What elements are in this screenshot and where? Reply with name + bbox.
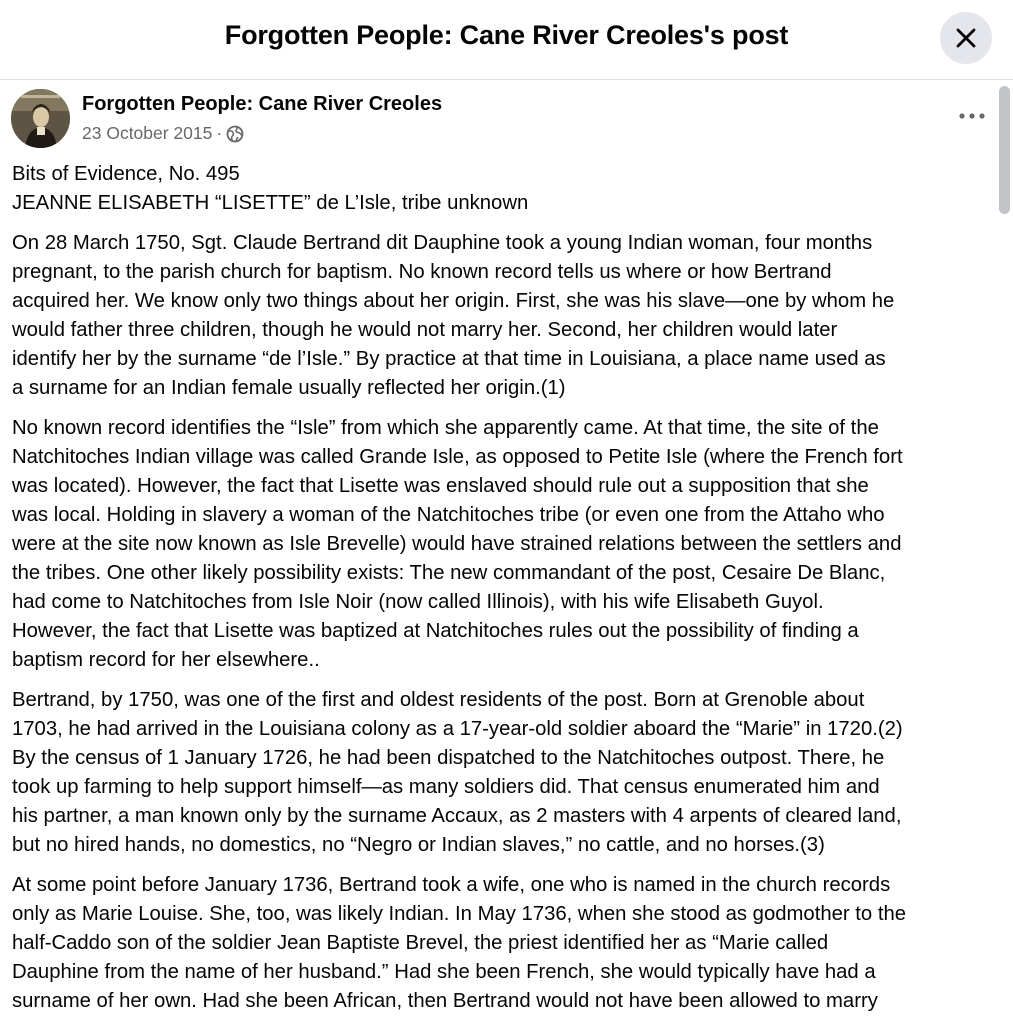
post-text-line: his partner, a man known only by the surname Accaux, as 2 masters with 4 arpents of cleared land, — [12, 805, 902, 827]
more-horizontal-icon — [955, 104, 989, 128]
post-meta — [82, 123, 244, 144]
post-text-line: No known record identifies the “Isle” from which she apparently came. At that time, the site of the — [12, 417, 879, 439]
dialog-title: Forgotten People: Cane River Creoles's post — [224, 20, 789, 50]
post-text-line: only as Marie Louise. She, too, was likely Indian. In May 1736, when she stood as godmother to the — [12, 903, 907, 925]
post-text-line: At some point before January 1736, Bertrand took a wife, one who is named in the church records — [12, 874, 891, 896]
post-text-line: were at the site now known as Isle Brevelle) would have strained relations between the settlers and — [12, 533, 902, 555]
post-text-line: 1703, he had arrived in the Louisiana colony as a 17-year-old soldier aboard the “Marie” in 1720.(2) — [12, 718, 903, 740]
post-text-line: However, the fact that Lisette was baptized at Natchitoches rules out the possibility of finding a — [12, 620, 859, 642]
post-text-line: Dauphine from the name of her husband.” Had she been French, she would typically have had a — [12, 961, 876, 983]
post-paragraph — [12, 160, 996, 218]
page-name[interactable]: Forgotten People: Cane River Creoles — [82, 93, 443, 115]
post-text-line: but no hired hands, no domestics, no “Negro or Indian slaves,” no cattle, and no horses.(3) — [12, 834, 825, 856]
post-content — [0, 80, 996, 1023]
more-options-button[interactable] — [955, 104, 989, 128]
post-body — [12, 160, 996, 1023]
post-text-line: surname of her own. Had she been African, then Bertrand would not have been allowed to marry — [12, 990, 878, 1012]
close-button[interactable] — [940, 12, 992, 64]
post-text-line: Bits of Evidence, No. 495 — [12, 163, 240, 185]
post-text-line: Bertrand, by 1750, was one of the first and oldest residents of the post. Born at Grenoble about — [12, 689, 865, 711]
post-date[interactable]: 23 October 2015 — [82, 123, 213, 143]
scrollbar-thumb[interactable] — [999, 86, 1010, 214]
post-paragraph — [12, 871, 996, 1016]
post-text-line: half-Caddo son of the soldier Jean Baptiste Brevel, the priest identified her as “Marie called — [12, 932, 829, 954]
post-text-line: the tribes. One other likely possibility exists: The new commandant of the post, Cesaire De Blanc, — [12, 562, 886, 584]
post-text-line: JEANNE ELISABETH “LISETTE” de L’Isle, tribe unknown — [12, 192, 529, 214]
meta-separator: · — [216, 123, 223, 143]
post-text-line: was local. Holding in slavery a woman of the Natchitoches tribe (or even one from the Attaho who — [12, 504, 885, 526]
dialog-header — [0, 0, 1013, 80]
post-text-line: would father three children, though he would not marry her. Second, her children would later — [12, 319, 838, 341]
post-text-line: pregnant, to the parish church for baptism. No known record tells us where or how Bertrand — [12, 261, 832, 283]
post-text-line: By the census of 1 January 1726, he had been dispatched to the Natchitoches outpost. There, he — [12, 747, 885, 769]
post-paragraph — [12, 686, 996, 860]
close-icon — [954, 26, 978, 50]
globe-icon[interactable] — [226, 125, 244, 143]
page-avatar[interactable] — [11, 89, 70, 148]
scrollbar-track[interactable] — [996, 80, 1013, 1023]
post-text-line: took up farming to help support himself—as many soldiers did. That census enumerated him and — [12, 776, 880, 798]
post-text-line: identify her by the surname “de l’Isle.” By practice at that time in Louisiana, a place name used as — [12, 348, 886, 370]
post-text-line: was located). However, the fact that Lisette was enslaved should rule out a supposition that she — [12, 475, 869, 497]
post-text-line: Natchitoches Indian village was called Grande Isle, as opposed to Petite Isle (where the French fort — [12, 446, 903, 468]
post-text-line: On 28 March 1750, Sgt. Claude Bertrand dit Dauphine took a young Indian woman, four months — [12, 232, 873, 254]
post-paragraph — [12, 414, 996, 675]
post-paragraph — [12, 229, 996, 403]
post-text-line: acquired her. We know only two things about her origin. First, she was his slave—one by whom he — [12, 290, 895, 312]
post-text-line: baptism record for her elsewhere.. — [12, 649, 320, 671]
post-text-line: had come to Natchitoches from Isle Noir (now called Illinois), with his wife Elisabeth Guyol. — [12, 591, 824, 613]
post-text-line: a surname for an Indian female usually reflected her origin.(1) — [12, 377, 566, 399]
